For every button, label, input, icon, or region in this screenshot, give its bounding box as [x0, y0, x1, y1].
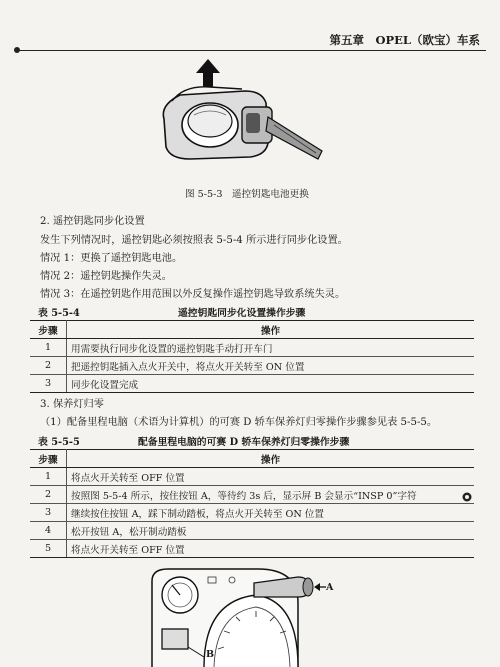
figure-caption: 图 5-5-3 遥控钥匙电池更换: [185, 189, 309, 200]
column-header: 步骤: [30, 450, 67, 468]
case-item: 情况 3：在遥控钥匙作用范围以外反复操作遥控钥匙导致系统失灵。: [40, 289, 346, 300]
step-operation: 松开按钮 A，松开制动踏板: [67, 522, 475, 540]
step-number: 4: [30, 522, 67, 540]
step-operation: 用需要执行同步化设置的遥控钥匙手动打开车门: [67, 339, 475, 357]
table-title: 遥控钥匙同步化设置操作步骤: [178, 308, 306, 319]
column-header: 操作: [67, 450, 475, 468]
section-heading: 2. 遥控钥匙同步化设置: [40, 216, 145, 227]
step-number: 5: [30, 540, 67, 558]
chapter-title: 第五章 OPEL（欧宝）车系: [329, 33, 480, 47]
table-row: [30, 468, 474, 486]
step-number: 1: [30, 468, 67, 486]
table-row: [30, 540, 474, 558]
table-row: [30, 522, 474, 540]
label-b: B: [206, 649, 215, 660]
step-operation: 将点火开关转至 OFF 位置: [67, 540, 475, 558]
service-reset-table: [30, 449, 474, 558]
table-row: [30, 504, 474, 522]
step-operation: 同步化设置完成: [67, 375, 475, 393]
instrument-cluster-illustration: [148, 563, 338, 667]
case-item: 情况 2：遥控钥匙操作失灵。: [40, 271, 172, 282]
section-heading: 3. 保养灯归零: [40, 399, 104, 410]
header-rule: [18, 50, 486, 51]
step-number: 2: [30, 486, 67, 504]
label-a: A: [326, 582, 334, 593]
sync-steps-table: [30, 320, 474, 393]
step-number: 3: [30, 504, 67, 522]
step-operation: 将点火开关转至 OFF 位置: [67, 468, 475, 486]
column-header: 操作: [67, 321, 475, 339]
table-row: [30, 357, 474, 375]
paragraph: 发生下列情况时，遥控钥匙必须按照表 5-5-4 所示进行同步化设置。: [40, 235, 348, 246]
step-number: 3: [30, 375, 67, 393]
step-operation: 按照图 5-5-4 所示，按住按钮 A，等待约 3s 后，显示屏 B 会显示“INSP 0”字符: [67, 486, 475, 504]
case-item: 情况 1：更换了遥控钥匙电池。: [40, 253, 183, 264]
table-label: 表 5-5-5: [38, 437, 80, 448]
column-header: 步骤: [30, 321, 67, 339]
table-row: [30, 339, 474, 357]
margin-mark-icon: [460, 490, 474, 504]
step-operation: 把遥控钥匙插入点火开关中，将点火开关转至 ON 位置: [67, 357, 475, 375]
paragraph: （1）配备里程电脑（术语为计算机）的可赛 D 轿车保养灯归零操作步骤参见表 5-5-5。: [40, 417, 438, 428]
table-label: 表 5-5-4: [38, 308, 80, 319]
step-operation: 继续按住按钮 A，踩下制动踏板，将点火开关转至 ON 位置: [67, 504, 475, 522]
step-number: 1: [30, 339, 67, 357]
table-row: [30, 375, 474, 393]
table-title: 配备里程电脑的可赛 D 轿车保养灯归零操作步骤: [138, 437, 350, 448]
step-number: 2: [30, 357, 67, 375]
table-row: [30, 486, 474, 504]
key-battery-illustration: [150, 55, 330, 185]
